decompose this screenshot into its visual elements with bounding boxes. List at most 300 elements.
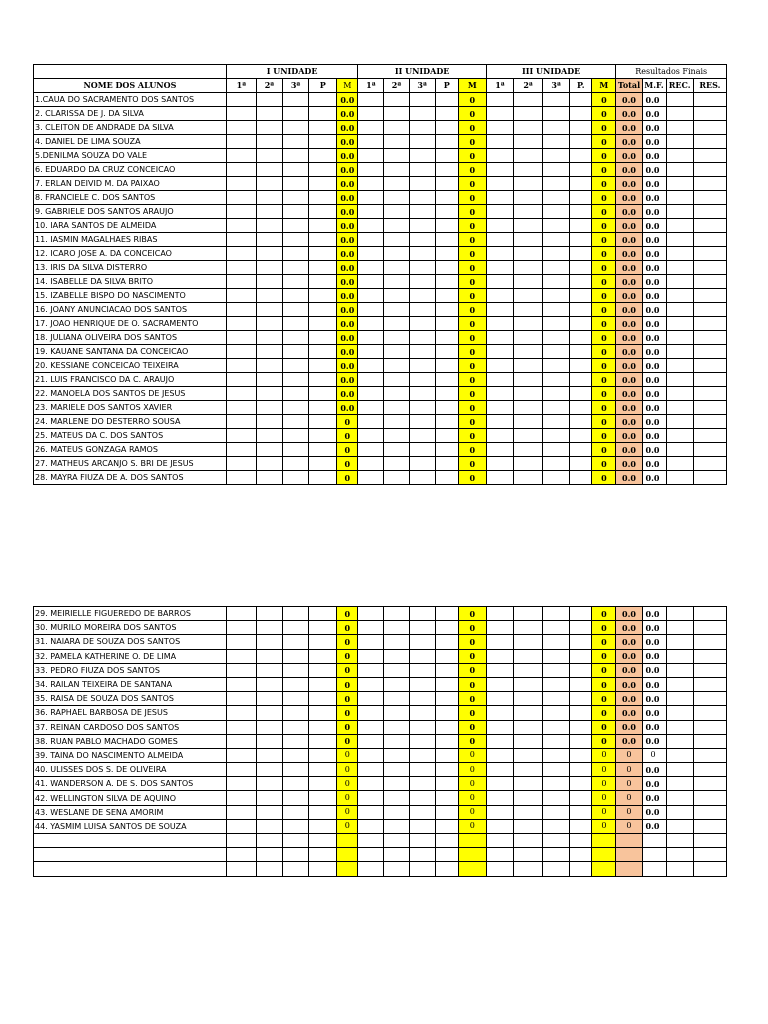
unit-1-average: 0.0 (337, 289, 358, 303)
grade-cell-u3 (514, 247, 543, 261)
grade-cell-u1 (226, 93, 256, 107)
grade-cell-u3 (486, 345, 513, 359)
student-row (34, 359, 727, 373)
grade-cell-u2 (409, 387, 435, 401)
grade-cell-u2 (384, 149, 409, 163)
res-cell (693, 763, 726, 777)
unit-3-average: 0 (592, 93, 616, 107)
final-average-cell (642, 862, 666, 876)
final-average-cell: 0.0 (642, 677, 666, 691)
grade-cell-u2 (409, 848, 435, 862)
grade-cell-u2 (384, 677, 409, 691)
grades-table-page2 (33, 606, 727, 877)
grade-cell-u3 (570, 621, 592, 635)
grade-cell-u1 (309, 677, 337, 691)
grade-cell-u3 (543, 429, 570, 443)
unit-1-average: 0 (337, 748, 358, 762)
grade-cell-u3 (486, 677, 513, 691)
grade-cell-u3 (570, 415, 592, 429)
student-name: 4. DANIEL DE LIMA SOUZA (34, 135, 227, 149)
res-cell (693, 805, 726, 819)
grade-cell-u2 (435, 471, 458, 485)
unit-3-average: 0 (592, 706, 616, 720)
grade-cell-u3 (570, 107, 592, 121)
student-name: 25. MATEUS DA C. DOS SANTOS (34, 429, 227, 443)
unit-2-average: 0 (458, 247, 486, 261)
u3-col-m: M (592, 79, 616, 93)
grade-cell-u2 (409, 635, 435, 649)
grade-cell-u3 (570, 607, 592, 621)
unit-2-average: 0 (458, 205, 486, 219)
u2-col-2: 2ª (384, 79, 409, 93)
grade-cell-u3 (543, 233, 570, 247)
rec-cell (666, 261, 693, 275)
student-name: 30. MURILO MOREIRA DOS SANTOS (34, 621, 227, 635)
student-name: 36. RAPHAEL BARBOSA DE JESUS (34, 706, 227, 720)
grade-cell-u1 (309, 107, 337, 121)
grade-cell-u3 (486, 457, 513, 471)
grade-cell-u2 (384, 862, 409, 876)
grade-cell-u1 (309, 317, 337, 331)
grade-cell-u1 (309, 233, 337, 247)
rec-cell (666, 219, 693, 233)
unit-1-average: 0.0 (337, 135, 358, 149)
total-cell: 0.0 (616, 331, 642, 345)
grade-cell-u2 (435, 720, 458, 734)
total-cell: 0.0 (616, 706, 642, 720)
unit-2-average: 0 (458, 135, 486, 149)
grade-cell-u1 (256, 303, 282, 317)
grade-cell-u1 (309, 275, 337, 289)
unit-3-average: 0 (592, 149, 616, 163)
grade-cell-u3 (486, 303, 513, 317)
grade-cell-u2 (409, 205, 435, 219)
grade-cell-u1 (256, 331, 282, 345)
res-cell (693, 93, 726, 107)
grade-cell-u3 (570, 149, 592, 163)
results-header: Resultados Finais (616, 65, 727, 79)
total-cell: 0.0 (616, 303, 642, 317)
u3-col-2: 2ª (514, 79, 543, 93)
grade-cell-u2 (409, 415, 435, 429)
unit-1-average: 0 (337, 457, 358, 471)
unit-2-average (458, 834, 486, 848)
unit-3-average: 0 (592, 443, 616, 457)
rec-cell (666, 415, 693, 429)
grade-cell-u3 (570, 834, 592, 848)
unit-2-average: 0 (458, 706, 486, 720)
grade-cell-u1 (309, 359, 337, 373)
rec-cell (666, 247, 693, 261)
grade-cell-u2 (358, 791, 384, 805)
grade-cell-u3 (570, 805, 592, 819)
grade-cell-u3 (543, 135, 570, 149)
unit-2-average: 0 (458, 345, 486, 359)
total-cell: 0.0 (616, 663, 642, 677)
student-row (34, 677, 727, 691)
grade-cell-u2 (384, 233, 409, 247)
student-row (34, 692, 727, 706)
unit-3-average: 0 (592, 692, 616, 706)
res-cell (693, 777, 726, 791)
res-cell (693, 219, 726, 233)
total-cell: 0.0 (616, 317, 642, 331)
grade-cell-u2 (358, 649, 384, 663)
student-row (34, 748, 727, 762)
grade-cell-u1 (309, 471, 337, 485)
grade-cell-u1 (309, 401, 337, 415)
res-cell (693, 275, 726, 289)
rec-cell (666, 177, 693, 191)
student-name: 26. MATEUS GONZAGA RAMOS (34, 443, 227, 457)
final-average-cell: 0.0 (642, 191, 666, 205)
res-cell (693, 734, 726, 748)
unit-2-average: 0 (458, 677, 486, 691)
student-row (34, 247, 727, 261)
total-cell: 0.0 (616, 135, 642, 149)
grade-cell-u3 (543, 862, 570, 876)
grade-cell-u2 (358, 121, 384, 135)
grade-cell-u1 (309, 429, 337, 443)
grade-cell-u2 (435, 275, 458, 289)
res-cell (693, 233, 726, 247)
grade-cell-u3 (513, 777, 542, 791)
grade-cell-u2 (435, 317, 458, 331)
rec-cell (666, 720, 693, 734)
grade-cell-u1 (226, 191, 256, 205)
grade-cell-u3 (514, 289, 543, 303)
grade-cell-u1 (283, 275, 309, 289)
grade-cell-u2 (409, 331, 435, 345)
grade-cell-u2 (435, 233, 458, 247)
grade-cell-u1 (256, 359, 282, 373)
unit-1-average: 0.0 (337, 359, 358, 373)
grade-cell-u2 (435, 834, 458, 848)
grade-cell-u3 (570, 163, 592, 177)
grade-cell-u2 (384, 834, 409, 848)
grades-table-page1 (33, 64, 727, 485)
grade-cell-u2 (409, 649, 435, 663)
u2-col-p: P (435, 79, 458, 93)
grade-cell-u2 (358, 471, 384, 485)
student-name: 1.CAUA DO SACRAMENTO DOS SANTOS (34, 93, 227, 107)
unit-1-average: 0 (337, 692, 358, 706)
rec-cell (666, 748, 693, 762)
rec-cell (666, 663, 693, 677)
grade-cell-u1 (283, 720, 309, 734)
final-average-cell: 0.0 (642, 649, 666, 663)
grade-cell-u1 (226, 261, 256, 275)
grade-cell-u2 (435, 862, 458, 876)
grade-cell-u1 (283, 359, 309, 373)
grade-cell-u2 (435, 163, 458, 177)
grade-cell-u2 (409, 247, 435, 261)
total-cell: 0.0 (616, 191, 642, 205)
grade-cell-u3 (486, 289, 513, 303)
grade-cell-u1 (309, 387, 337, 401)
grade-cell-u2 (358, 177, 384, 191)
student-row (34, 457, 727, 471)
total-cell: 0.0 (616, 373, 642, 387)
unit-3-average: 0 (592, 607, 616, 621)
total-cell: 0.0 (616, 93, 642, 107)
grade-cell-u2 (358, 777, 384, 791)
grade-cell-u3 (570, 649, 592, 663)
grade-cell-u2 (409, 429, 435, 443)
grade-cell-u3 (486, 261, 513, 275)
grade-cell-u3 (486, 373, 513, 387)
unit-3-average: 0 (592, 177, 616, 191)
grade-cell-u1 (283, 621, 309, 635)
grade-cell-u3 (570, 777, 592, 791)
grade-cell-u1 (256, 457, 282, 471)
unit-2-average: 0 (458, 163, 486, 177)
u2-col-1: 1ª (358, 79, 384, 93)
grade-cell-u1 (256, 649, 282, 663)
grade-cell-u1 (256, 401, 282, 415)
grade-cell-u2 (409, 457, 435, 471)
grade-cell-u1 (226, 621, 256, 635)
grade-cell-u1 (226, 805, 256, 819)
grade-cell-u3 (543, 107, 570, 121)
res-cell (693, 819, 726, 833)
rec-cell (666, 121, 693, 135)
grade-cell-u1 (283, 834, 309, 848)
unit-3-average: 0 (592, 457, 616, 471)
unit-2-header: II UNIDADE (358, 65, 487, 79)
grade-cell-u3 (513, 748, 542, 762)
unit-3-average: 0 (592, 471, 616, 485)
res-cell (693, 748, 726, 762)
grade-cell-u1 (283, 233, 309, 247)
unit-3-average: 0 (592, 819, 616, 833)
grade-cell-u3 (570, 387, 592, 401)
grade-cell-u1 (256, 373, 282, 387)
grade-cell-u1 (283, 443, 309, 457)
final-average-cell: 0.0 (642, 177, 666, 191)
grade-cell-u2 (358, 289, 384, 303)
grade-cell-u2 (384, 748, 409, 762)
grade-cell-u3 (486, 121, 513, 135)
unit-1-average: 0 (337, 663, 358, 677)
grade-cell-u1 (226, 247, 256, 261)
final-average-cell: 0.0 (642, 149, 666, 163)
grade-cell-u2 (409, 720, 435, 734)
grade-cell-u3 (543, 763, 570, 777)
unit-3-average (592, 834, 616, 848)
u1-col-m: M (337, 79, 358, 93)
res-cell (693, 247, 726, 261)
unit-2-average: 0 (458, 429, 486, 443)
final-average-cell: 0.0 (642, 805, 666, 819)
grade-cell-u2 (358, 748, 384, 762)
grade-cell-u3 (570, 373, 592, 387)
unit-3-average: 0 (592, 219, 616, 233)
grade-cell-u1 (283, 429, 309, 443)
final-average-cell: 0.0 (642, 471, 666, 485)
grade-cell-u2 (358, 135, 384, 149)
grade-cell-u1 (283, 205, 309, 219)
student-row (34, 331, 727, 345)
final-average-cell: 0.0 (642, 345, 666, 359)
final-average-cell: 0.0 (642, 93, 666, 107)
res-cell (693, 149, 726, 163)
student-row (34, 635, 727, 649)
grade-cell-u1 (283, 415, 309, 429)
unit-1-average: 0 (337, 791, 358, 805)
unit-3-average: 0 (592, 191, 616, 205)
grade-cell-u2 (358, 359, 384, 373)
grade-cell-u3 (543, 443, 570, 457)
grade-cell-u3 (543, 177, 570, 191)
unit-1-average: 0.0 (337, 177, 358, 191)
unit-1-average: 0 (337, 706, 358, 720)
grade-cell-u2 (409, 317, 435, 331)
unit-2-average: 0 (458, 191, 486, 205)
unit-2-average: 0 (458, 649, 486, 663)
student-row (34, 706, 727, 720)
res-cell (693, 135, 726, 149)
grade-cell-u1 (256, 663, 282, 677)
res-cell (693, 692, 726, 706)
student-name: 20. KESSIANE CONCEICAO TEIXEIRA (34, 359, 227, 373)
res-cell (693, 635, 726, 649)
final-average-cell: 0.0 (642, 706, 666, 720)
grade-cell-u3 (543, 345, 570, 359)
grade-cell-u3 (570, 345, 592, 359)
grade-cell-u2 (358, 205, 384, 219)
grade-cell-u2 (435, 289, 458, 303)
grade-cell-u1 (256, 387, 282, 401)
rec-cell (666, 791, 693, 805)
student-row (34, 135, 727, 149)
student-row (34, 720, 727, 734)
student-row (34, 834, 727, 848)
grade-cell-u1 (283, 777, 309, 791)
unit-1-header: I UNIDADE (226, 65, 358, 79)
grade-cell-u3 (486, 607, 513, 621)
unit-3-average: 0 (592, 791, 616, 805)
grade-cell-u2 (384, 791, 409, 805)
res-cell (693, 720, 726, 734)
rec-cell (666, 359, 693, 373)
grade-cell-u1 (256, 275, 282, 289)
grade-cell-u1 (256, 443, 282, 457)
grade-cell-u1 (283, 289, 309, 303)
grade-cell-u1 (309, 819, 337, 833)
grade-cell-u3 (486, 763, 513, 777)
grade-cell-u1 (256, 163, 282, 177)
unit-2-average: 0 (458, 177, 486, 191)
grade-cell-u1 (226, 121, 256, 135)
grade-cell-u2 (358, 862, 384, 876)
rec-cell (666, 191, 693, 205)
grade-cell-u2 (358, 303, 384, 317)
res-cell (693, 289, 726, 303)
grade-cell-u3 (513, 819, 542, 833)
grade-cell-u2 (384, 247, 409, 261)
res-cell (693, 834, 726, 848)
grade-cell-u3 (486, 734, 513, 748)
grade-cell-u2 (384, 93, 409, 107)
unit-3-average: 0 (592, 275, 616, 289)
grade-cell-u3 (570, 219, 592, 233)
rec-cell (666, 345, 693, 359)
grade-cell-u3 (486, 834, 513, 848)
grade-cell-u3 (570, 457, 592, 471)
grade-cell-u1 (309, 219, 337, 233)
student-row (34, 93, 727, 107)
grade-cell-u3 (513, 805, 542, 819)
student-name: 11. IASMIN MAGALHAES RIBAS (34, 233, 227, 247)
grade-cell-u1 (256, 720, 282, 734)
student-name: 37. REINAN CARDOSO DOS SANTOS (34, 720, 227, 734)
grade-cell-u2 (358, 247, 384, 261)
rec-cell (666, 107, 693, 121)
unit-3-average: 0 (592, 233, 616, 247)
grade-cell-u1 (309, 205, 337, 219)
unit-3-average: 0 (592, 401, 616, 415)
unit-3-average: 0 (592, 359, 616, 373)
total-cell: 0.0 (616, 734, 642, 748)
final-average-cell: 0.0 (642, 720, 666, 734)
grade-cell-u1 (309, 149, 337, 163)
grade-cell-u2 (435, 443, 458, 457)
grade-cell-u1 (226, 706, 256, 720)
unit-3-average: 0 (592, 289, 616, 303)
unit-1-average: 0 (337, 677, 358, 691)
unit-1-average: 0.0 (337, 163, 358, 177)
unit-3-average: 0 (592, 429, 616, 443)
grade-cell-u1 (309, 649, 337, 663)
total-cell: 0.0 (616, 443, 642, 457)
student-row (34, 415, 727, 429)
student-row (34, 233, 727, 247)
grade-cell-u2 (409, 107, 435, 121)
grade-cell-u3 (513, 677, 542, 691)
header-blank-cell (34, 65, 227, 79)
grade-cell-u1 (256, 121, 282, 135)
grade-cell-u3 (570, 443, 592, 457)
student-name: 14. ISABELLE DA SILVA BRITO (34, 275, 227, 289)
total-cell: 0.0 (616, 471, 642, 485)
grade-cell-u1 (283, 649, 309, 663)
grade-cell-u3 (570, 748, 592, 762)
unit-1-average: 0.0 (337, 205, 358, 219)
unit-1-average: 0 (337, 734, 358, 748)
final-average-cell: 0.0 (642, 763, 666, 777)
unit-3-average: 0 (592, 303, 616, 317)
grade-cell-u3 (570, 819, 592, 833)
student-name: 5.DENILMA SOUZA DO VALE (34, 149, 227, 163)
grade-cell-u2 (435, 149, 458, 163)
grade-cell-u1 (256, 862, 282, 876)
grade-cell-u1 (309, 663, 337, 677)
grade-cell-u1 (226, 387, 256, 401)
unit-3-average: 0 (592, 247, 616, 261)
grade-cell-u2 (409, 471, 435, 485)
grade-cell-u2 (435, 805, 458, 819)
grade-cell-u1 (283, 401, 309, 415)
grade-cell-u2 (435, 692, 458, 706)
grade-cell-u3 (514, 387, 543, 401)
grade-cell-u2 (384, 692, 409, 706)
grade-cell-u3 (486, 149, 513, 163)
grade-cell-u3 (543, 163, 570, 177)
student-name: 22. MANOELA DOS SANTOS DE JESUS (34, 387, 227, 401)
grade-cell-u1 (283, 805, 309, 819)
grade-cell-u3 (543, 834, 570, 848)
